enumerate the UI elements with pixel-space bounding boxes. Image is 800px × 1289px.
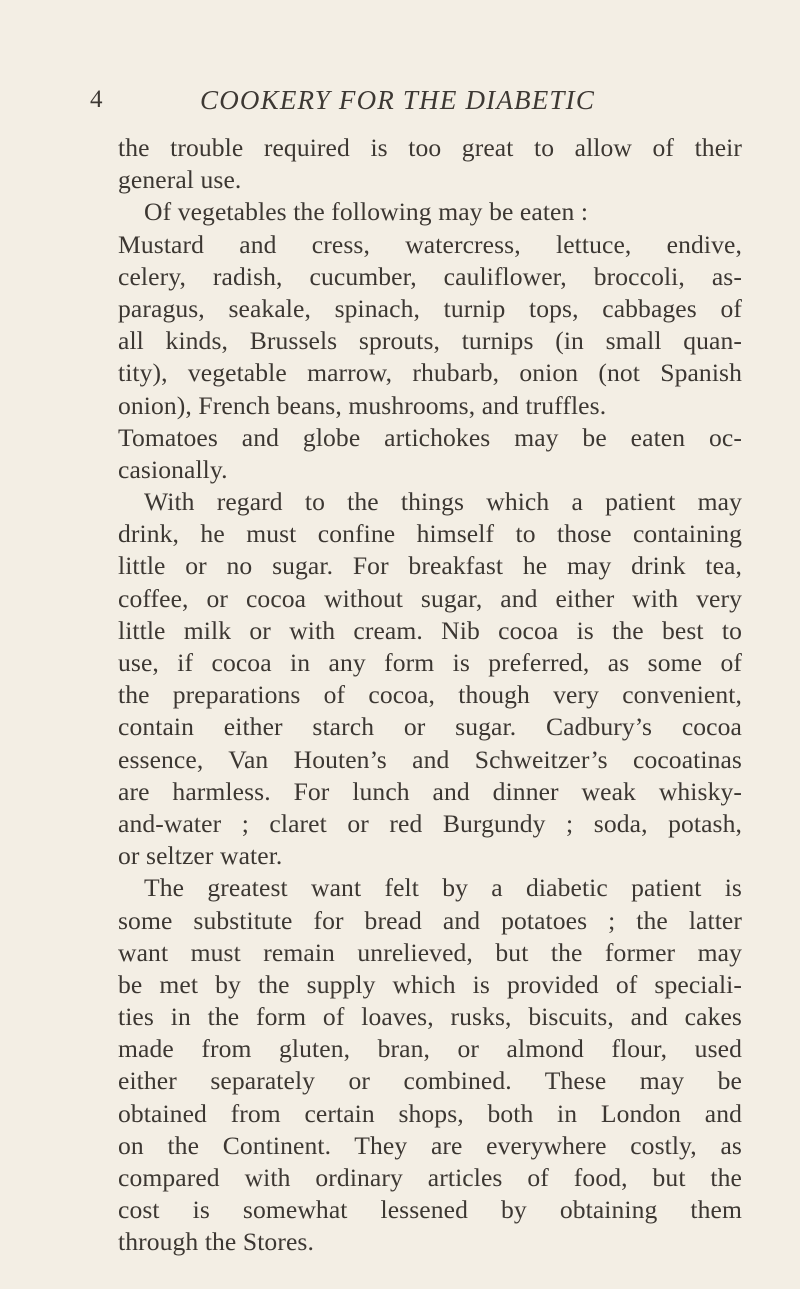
text-line: cost is somewhat lessened by obtaining them (118, 1195, 742, 1225)
text-line: general use. (118, 165, 242, 195)
text-line: ties in the form of loaves, rusks, biscuits, and cakes (118, 1002, 742, 1032)
text-line: obtained from certain shops, both in London and (118, 1098, 742, 1128)
text-line: With regard to the things which a patient may (144, 487, 742, 517)
text-line: onion), French beans, mushrooms, and truffles. (118, 390, 607, 420)
text-line: some substitute for bread and potatoes ; the latter (118, 905, 742, 935)
text-line: either separately or combined. These may be (118, 1066, 742, 1096)
text-line: Tomatoes and globe artichokes may be eaten oc- (118, 422, 742, 452)
text-line: contain either starch or sugar. Cadbury’s cocoa (118, 712, 742, 742)
text-line: made from gluten, bran, or almond flour, used (118, 1034, 742, 1064)
text-line: want must remain unrelieved, but the former may (118, 937, 742, 967)
text-line: coffee, or cocoa without sugar, and either with very (118, 583, 742, 613)
text-line: little milk or with cream. Nib cocoa is the best to (118, 615, 742, 645)
text-line: The greatest want felt by a diabetic patient is (144, 873, 742, 903)
text-line: the preparations of cocoa, though very convenient, (118, 680, 742, 710)
text-line: are harmless. For lunch and dinner weak whisky- (118, 776, 742, 806)
text-line: be met by the supply which is provided of speciali- (118, 969, 742, 999)
text-line: little or no sugar. For breakfast he may drink tea, (118, 551, 742, 581)
page-number: 4 (90, 86, 103, 113)
body-text (118, 132, 742, 1259)
text-line: paragus, seakale, spinach, turnip tops, cabbages of (118, 293, 742, 323)
text-line: Of vegetables the following may be eaten : (144, 197, 589, 227)
text-line: use, if cocoa in any form is preferred, as some of (118, 648, 742, 677)
text-line: or seltzer water. (118, 841, 283, 871)
text-line: tity), vegetable marrow, rhubarb, onion (not Spanish (118, 358, 742, 388)
text-line: all kinds, Brussels sprouts, turnips (in small quan- (118, 326, 742, 356)
text-line: Mustard and cress, watercress, lettuce, endive, (118, 229, 742, 259)
text-line: through the Stores. (118, 1227, 314, 1257)
text-line: celery, radish, cucumber, cauliflower, broccoli, as- (118, 261, 742, 291)
text-line: compared with ordinary articles of food, but the (118, 1163, 742, 1192)
text-line: the trouble required is too great to allow of their (118, 133, 742, 162)
text-line: on the Continent. They are everywhere costly, as (118, 1130, 742, 1160)
running-title: COOKERY FOR THE DIABETIC (200, 85, 596, 115)
text-line: casionally. (118, 454, 228, 484)
text-line: drink, he must confine himself to those containing (118, 519, 742, 549)
text-line: and-water ; claret or red Burgundy ; soda, potash, (118, 808, 742, 838)
text-line: essence, Van Houten’s and Schweitzer’s cocoatinas (118, 744, 742, 774)
page-header (90, 80, 730, 120)
